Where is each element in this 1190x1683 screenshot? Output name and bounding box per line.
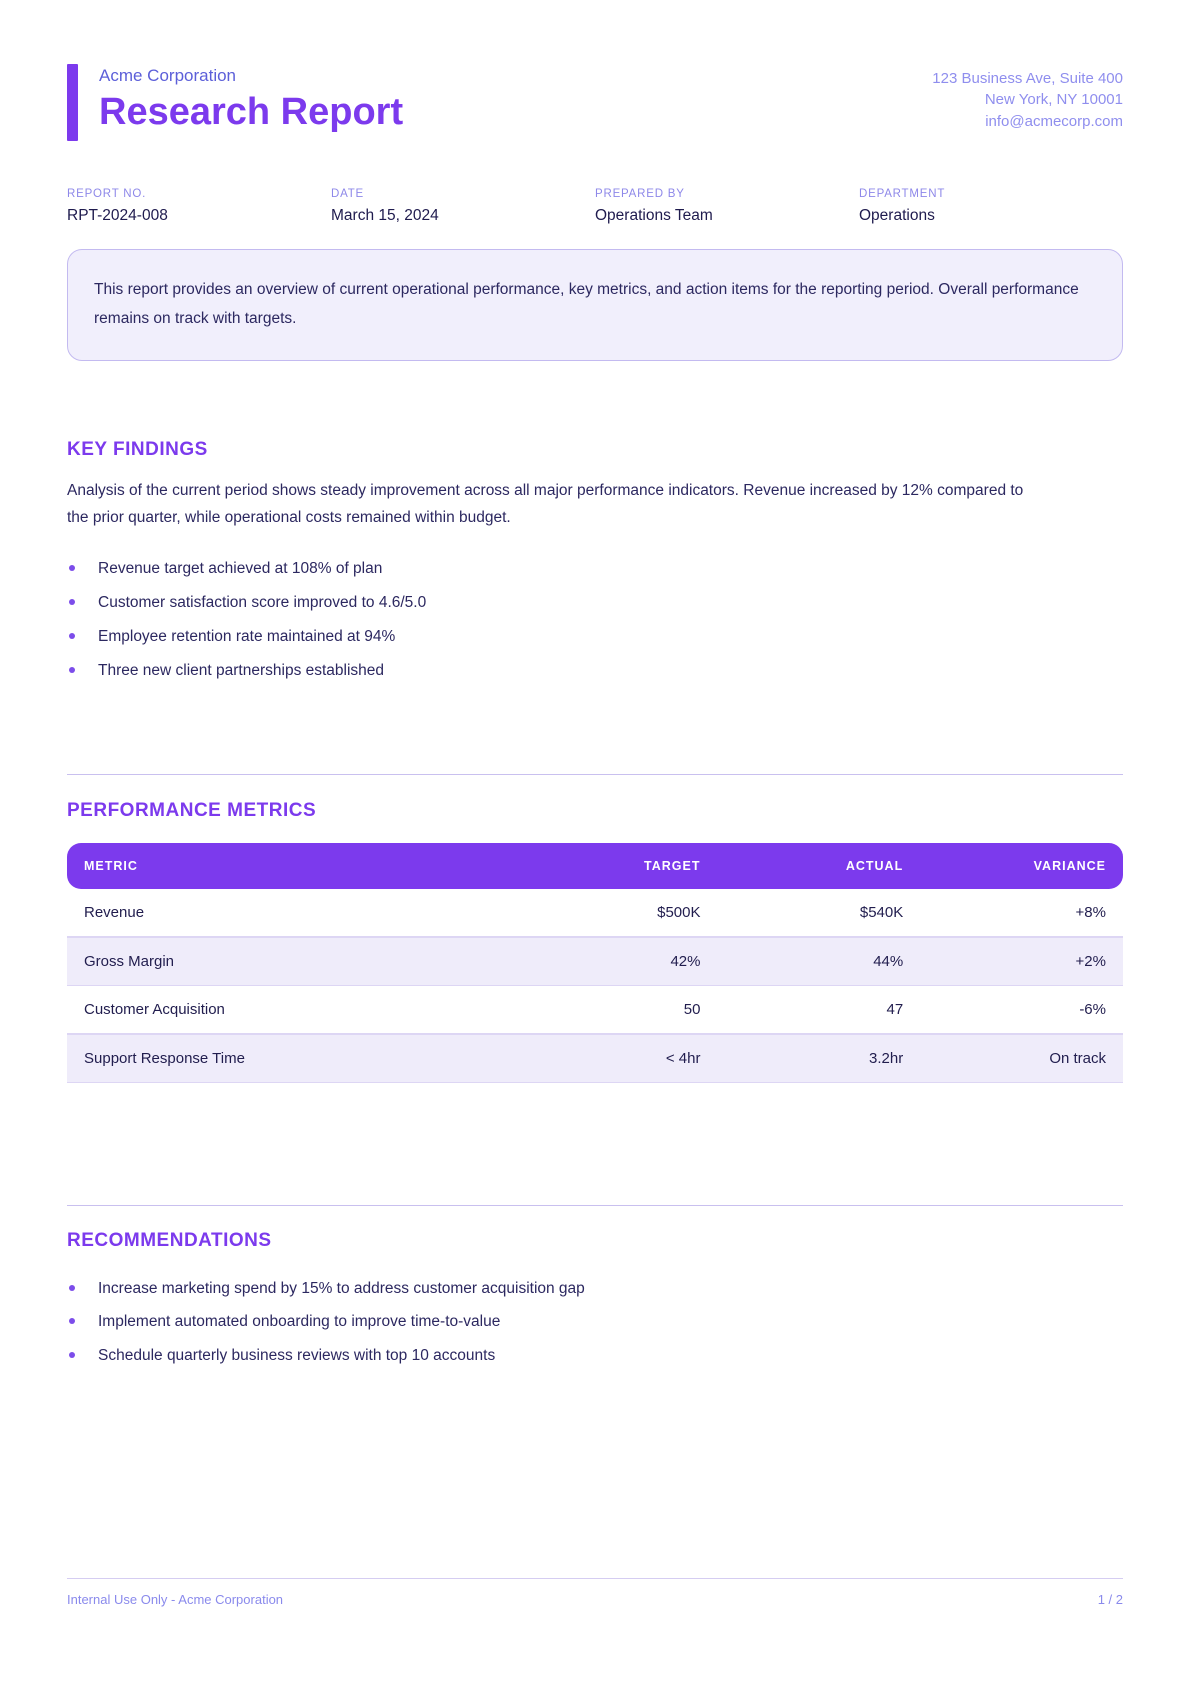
table-row — [67, 1034, 1123, 1083]
cell-target: < 4hr — [515, 1034, 718, 1083]
meta-label: DEPARTMENT — [859, 188, 946, 201]
table-header-row — [67, 843, 1123, 889]
key-findings-heading: KEY FINDINGS — [67, 438, 208, 460]
bullet-dot-icon — [69, 1285, 75, 1291]
cell-metric: Customer Acquisition — [67, 986, 515, 1034]
bullet-dot-icon — [69, 1352, 75, 1358]
meta-field-date — [331, 188, 595, 225]
cell-actual: 47 — [717, 986, 920, 1034]
list-item — [67, 1272, 1123, 1306]
summary-callout: This report provides an overview of current operational performance, key metrics, and action items for the reporting period. Overall performance remains on track with targets. — [67, 249, 1123, 360]
cell-metric: Support Response Time — [67, 1034, 515, 1083]
table-row — [67, 889, 1123, 937]
bullet-dot-icon — [69, 667, 75, 673]
column-header-actual: ACTUAL — [717, 843, 920, 889]
cell-target: $500K — [515, 889, 718, 937]
company-address — [932, 64, 1123, 132]
cell-variance: On track — [920, 1034, 1123, 1083]
column-header-variance: VARIANCE — [920, 843, 1123, 889]
address-line: New York, NY 10001 — [984, 91, 1123, 109]
bullet-dot-icon — [69, 565, 75, 571]
meta-value: March 15, 2024 — [331, 207, 439, 225]
list-item — [67, 1305, 1123, 1339]
report-meta-row — [67, 188, 1123, 225]
column-header-target: TARGET — [515, 843, 718, 889]
cell-variance: +8% — [920, 889, 1123, 937]
bullet-dot-icon — [69, 633, 75, 639]
list-item-text: Employee retention rate maintained at 94% — [98, 627, 396, 645]
meta-value: Operations Team — [595, 207, 713, 225]
list-item — [67, 586, 1123, 620]
brand-block — [67, 64, 403, 141]
cell-actual: 44% — [717, 937, 920, 986]
list-item-text: Implement automated onboarding to improve time-to-value — [98, 1313, 501, 1331]
meta-field-prepared-by — [595, 188, 859, 225]
cell-target: 50 — [515, 986, 718, 1034]
list-item — [67, 654, 1123, 688]
company-name: Acme Corporation — [99, 66, 237, 85]
meta-label: PREPARED BY — [595, 188, 685, 201]
list-item-text: Schedule quarterly business reviews with top 10 accounts — [98, 1347, 496, 1365]
key-findings-list — [67, 552, 1123, 687]
key-findings-intro: Analysis of the current period shows steady improvement across all major performance indicators. Revenue increased by 12% compared to the prior quarter, while operational costs remained within budget. — [67, 481, 1024, 527]
cell-variance: -6% — [920, 986, 1123, 1034]
list-item — [67, 1339, 1123, 1373]
meta-field-department — [859, 188, 1123, 225]
page-title: Research Report — [99, 91, 404, 134]
cell-variance: +2% — [920, 937, 1123, 986]
recommendations-list — [67, 1272, 1123, 1373]
cell-metric: Revenue — [67, 889, 515, 937]
cell-metric: Gross Margin — [67, 937, 515, 986]
list-item-text: Revenue target achieved at 108% of plan — [98, 560, 383, 578]
section-divider — [67, 1205, 1123, 1206]
recommendations-heading: RECOMMENDATIONS — [67, 1229, 272, 1251]
letterhead — [67, 64, 1123, 141]
list-item-text: Three new client partnerships established — [98, 661, 385, 679]
bullet-dot-icon — [69, 599, 75, 605]
list-item — [67, 620, 1123, 654]
meta-label: DATE — [331, 188, 365, 201]
table-row — [67, 986, 1123, 1034]
cell-actual: 3.2hr — [717, 1034, 920, 1083]
page-footer — [67, 1578, 1123, 1607]
address-line: 123 Business Ave, Suite 400 — [932, 70, 1123, 87]
list-item-text: Increase marketing spend by 15% to address customer acquisition gap — [98, 1279, 585, 1297]
bullet-dot-icon — [69, 1318, 75, 1324]
table-row — [67, 937, 1123, 986]
performance-metrics-heading: PERFORMANCE METRICS — [67, 799, 317, 821]
brand-text — [99, 64, 403, 141]
cell-actual: $540K — [717, 889, 920, 937]
performance-metrics-table — [67, 843, 1123, 1083]
list-item — [67, 552, 1123, 586]
meta-value: RPT-2024-008 — [67, 207, 168, 225]
meta-label: REPORT NO. — [67, 188, 147, 201]
meta-value: Operations — [859, 207, 935, 225]
list-item-text: Customer satisfaction score improved to 4.6/5.0 — [98, 594, 427, 612]
cell-target: 42% — [515, 937, 718, 986]
footer-confidentiality-text: Internal Use Only - Acme Corporation — [67, 1592, 284, 1607]
address-email: info@acmecorp.com — [985, 112, 1123, 130]
accent-bar — [67, 64, 78, 141]
page-number: 1 / 2 — [1097, 1592, 1123, 1607]
meta-field-report-no — [67, 188, 331, 225]
column-header-metric: METRIC — [67, 843, 515, 889]
section-divider — [67, 774, 1123, 775]
